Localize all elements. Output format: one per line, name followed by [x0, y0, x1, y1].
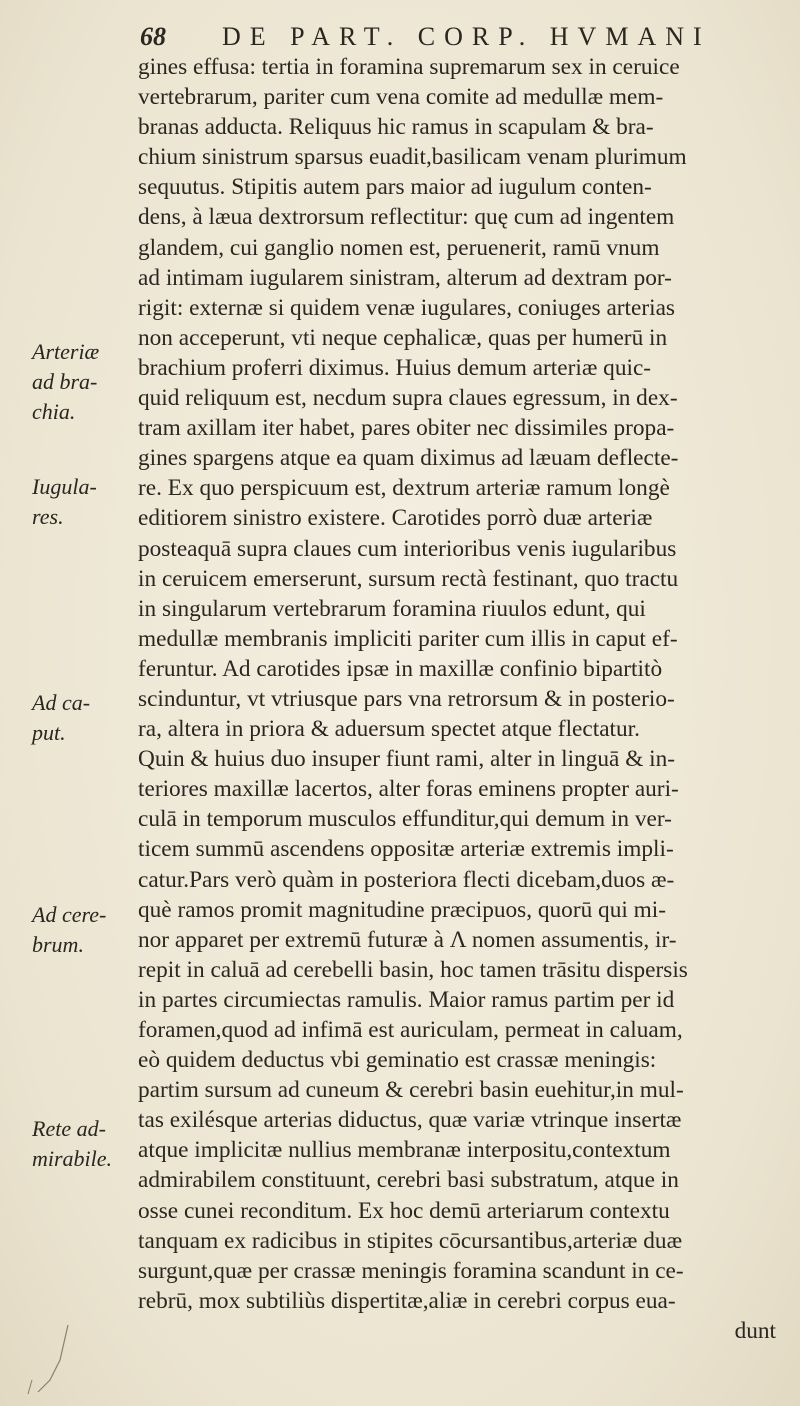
margin-note-line: put. — [32, 720, 66, 745]
text-line: gines spargens atque ea quam diximus ad læuam deflecte- — [138, 445, 679, 472]
text-line: rebrū, mox subtiliùs dispertitæ,aliæ in cerebri corpus eua- — [138, 1287, 676, 1314]
margin-note-line: Ad ca- — [32, 690, 91, 715]
text-line: ticem summū ascendens oppositæ arteriæ extremis impli- — [138, 836, 674, 863]
text-line: in partes circumiectas ramulis. Maior ramus partim per id — [138, 986, 675, 1013]
pencil-mark — [20, 1320, 80, 1400]
text-line: brachium proferri diximus. Huius demum arteriæ quic- — [138, 354, 652, 381]
text-line: partim sursum ad cuneum & cerebri basin euehitur,in mul- — [138, 1077, 684, 1104]
text-line: chium sinistrum sparsus euadit,basilicam venam plurimum — [138, 144, 687, 171]
text-line: teriores maxillæ lacertos, alter foras eminens propter auri- — [138, 776, 679, 803]
text-line: ad intimam iugularem sinistram, alterum ad dextram por- — [138, 264, 672, 291]
text-line: atque implicitæ nullius membranæ interpositu,contextum — [138, 1137, 671, 1164]
margin-note-line: mirabile. — [32, 1146, 113, 1171]
text-line: ra, altera in priora & aduersum spectet atque flectatur. — [138, 716, 640, 743]
margin-note — [32, 900, 132, 960]
text-line: tas exilésque arterias diductus, quæ variæ vtrinque insertæ — [138, 1107, 682, 1134]
text-line: posteaquā supra claues cum interioribus venis iugularibus — [138, 535, 677, 562]
margin-note-line: Rete ad- — [32, 1116, 106, 1141]
text-line: admirabilem constituunt, cerebri basi substratum, atque in — [138, 1167, 679, 1194]
margin-note-line: ad bra- — [32, 369, 98, 394]
text-line: sequutus. Stipitis autem pars maior ad iugulum conten- — [138, 174, 652, 201]
text-line: Quin & huius duo insuper fiunt rami, alter in linguā & in- — [138, 746, 676, 773]
catchword: dunt — [734, 1317, 776, 1344]
text-line: editiorem sinistro existere. Carotides porrò duæ arteriæ — [138, 505, 653, 532]
text-line: vertebrarum, pariter cum vena comite ad medullæ mem- — [138, 84, 664, 111]
text-line: eò quidem deductus vbi geminatio est crassæ meningis: — [138, 1047, 657, 1074]
text-line: branas adducta. Reliquus hic ramus in scapulam & bra- — [138, 114, 654, 141]
text-line: feruntur. Ad carotides ipsæ in maxillæ confinio bipartitò — [138, 655, 663, 682]
margin-note-line: Arteriæ — [32, 339, 100, 364]
margin-note — [32, 688, 132, 748]
text-line: quid reliquum est, necdum supra claues egressum, in dex- — [138, 385, 678, 412]
text-line: re. Ex quo perspicuum est, dextrum arteriæ ramum longè — [138, 475, 670, 502]
text-line: scinduntur, vt vtriusque pars vna retrorsum & in posterio- — [138, 685, 675, 712]
text-line: repit in caluā ad cerebelli basin, hoc tamen trāsitu dispersis — [138, 956, 688, 983]
text-line: tanquam ex radicibus in stipites cōcursantibus,arteriæ duæ — [138, 1227, 683, 1254]
text-line: surgunt,quæ per crassæ meningis foramina scandunt in ce- — [138, 1257, 684, 1284]
text-line: rigit: externæ si quidem venæ iugulares, coniuges arterias — [138, 294, 675, 321]
text-line: osse cunei reconditum. Ex hoc demū arteriarum contextu — [138, 1197, 670, 1224]
margin-note — [32, 472, 132, 532]
main-text — [138, 52, 788, 1346]
running-head: DE PART. CORP. HVMANI — [222, 22, 711, 51]
text-line: glandem, cui ganglio nomen est, peruenerit, ramū vnum — [138, 234, 660, 261]
text-line: culā in temporum musculos effunditur,qui demum in ver- — [138, 806, 672, 833]
text-line: gines effusa: tertia in foramina supremarum sex in ceruice — [138, 54, 680, 80]
text-line: dens, à læua dextrorsum reflectitur: quę cum ad ingentem — [138, 204, 675, 231]
margin-note-line: Iugula- — [32, 474, 97, 499]
margin-note-line: brum. — [32, 932, 84, 957]
text-line: nor apparet per extremū futuræ à Λ nomen assumentis, ir- — [138, 926, 677, 953]
margin-note — [32, 1114, 132, 1174]
text-line: tram axillam iter habet, pares obiter nec dissimiles propa- — [138, 415, 675, 442]
text-line: foramen,quod ad infimā est auriculam, permeat in caluam, — [138, 1017, 683, 1043]
margin-note-line: chia. — [32, 399, 76, 424]
margin-note-line: res. — [32, 504, 64, 529]
text-line: què ramos promit magnitudine præcipuos, quorū qui mi- — [138, 896, 666, 923]
text-line: in ceruicem emerserunt, sursum rectà festinant, quo tractu — [138, 565, 679, 592]
text-line: in singularum vertebrarum foramina riuulos edunt, qui — [138, 595, 646, 622]
text-line: non acceperunt, vti neque cephalicæ, quas per humerū in — [138, 324, 668, 351]
text-line: catur.Pars verò quàm in posteriora flecti dicebam,duos æ- — [138, 866, 675, 893]
text-line: medullæ membranis impliciti pariter cum illis in caput ef- — [138, 625, 678, 652]
page-number: 68 — [140, 22, 166, 51]
margin-note — [32, 337, 132, 427]
margin-note-line: Ad cere- — [32, 902, 107, 927]
